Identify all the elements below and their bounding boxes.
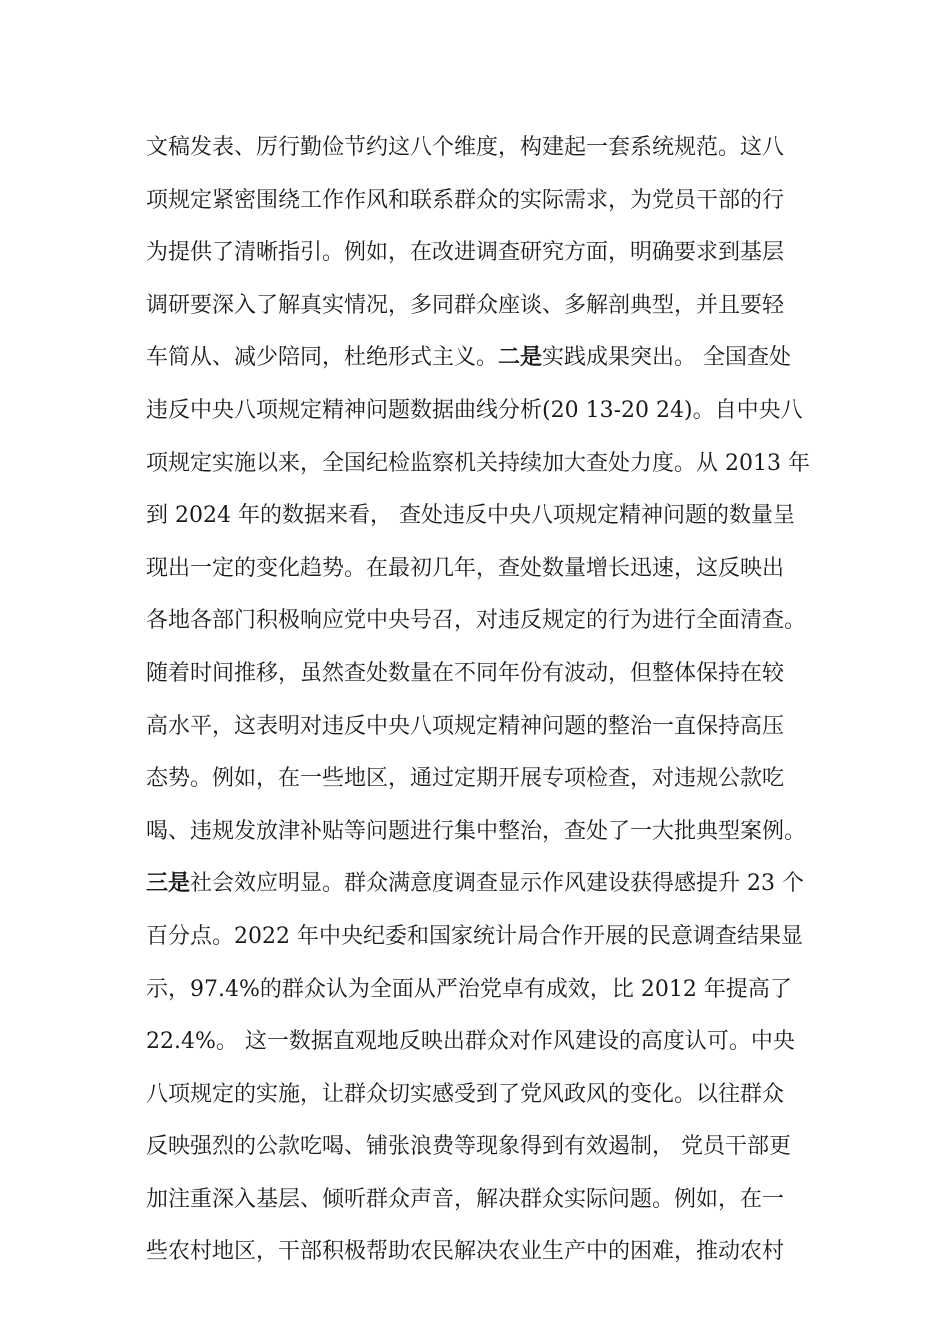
text-line: 喝、违规发放津补贴等问题进行集中整治，查处了一大批典型案例。 [146, 818, 807, 844]
text-line: 文稿发表、厉行勤俭节约这八个维度，构建起一套系统规范。这八 [146, 135, 785, 160]
text-line: 百分点。2022 年中央纪委和国家统计局合作开展的民意调查结果显 [146, 923, 803, 949]
section-marker: 二是 [498, 345, 543, 371]
text-line: 些农村地区，干部积极帮助农民解决农业生产中的困难，推动农村 [146, 1239, 785, 1265]
text-line: 八项规定的实施，让群众切实感受到了党风政风的变化。以往群众 [146, 1081, 785, 1107]
section-marker: 三是 [146, 871, 191, 897]
text-line: 车简从、减少陪同，杜绝形式主义。二是实践成果突出。 全国查处 [146, 345, 792, 371]
text-line: 示，97.4%的群众认为全面从严治党卓有成效，比 2012 年提高了 [146, 976, 792, 1002]
text-line: 各地各部门积极响应党中央号召，对违反规定的行为进行全面清查。 [146, 608, 807, 634]
text-line: 22.4%。 这一数据直观地反映出群众对作风建设的高度认可。中央 [146, 1029, 795, 1055]
text-line: 为提供了清晰指引。例如，在改进调查研究方面，明确要求到基层 [146, 240, 785, 266]
text-line: 项规定实施以来，全国纪检监察机关持续加大查处力度。从 2013 年 [146, 450, 810, 476]
text-line: 违反中央八项规定精神问题数据曲线分析(20 13-20 24)。自中央八 [146, 397, 803, 423]
text-line: 调研要深入了解真实情况，多同群众座谈、多解剖典型，并且要轻 [146, 292, 785, 318]
text-line: 三是社会效应明显。群众满意度调查显示作风建设获得感提升 23 个 [146, 871, 804, 897]
text-line: 高水平，这表明对违反中央八项规定精神问题的整治一直保持高压 [146, 713, 785, 739]
text-line: 态势。例如，在一些地区，通过定期开展专项检查，对违规公款吃 [146, 766, 785, 792]
text-line: 随着时间推移，虽然查处数量在不同年份有波动，但整体保持在较 [146, 660, 785, 686]
body-text [146, 128, 816, 1285]
text-line: 反映强烈的公款吃喝、铺张浪费等现象得到有效遏制， 党员干部更 [146, 1134, 791, 1160]
text-line: 到 2024 年的数据来看， 查处违反中央八项规定精神问题的数量呈 [146, 503, 795, 529]
text-line: 项规定紧密围绕工作作风和联系群众的实际需求，为党员干部的行 [146, 187, 785, 213]
text-line: 现出一定的变化趋势。在最初几年，查处数量增长迅速，这反映出 [146, 555, 785, 581]
text-line: 加注重深入基层、倾听群众声音，解决群众实际问题。例如，在一 [146, 1186, 785, 1212]
